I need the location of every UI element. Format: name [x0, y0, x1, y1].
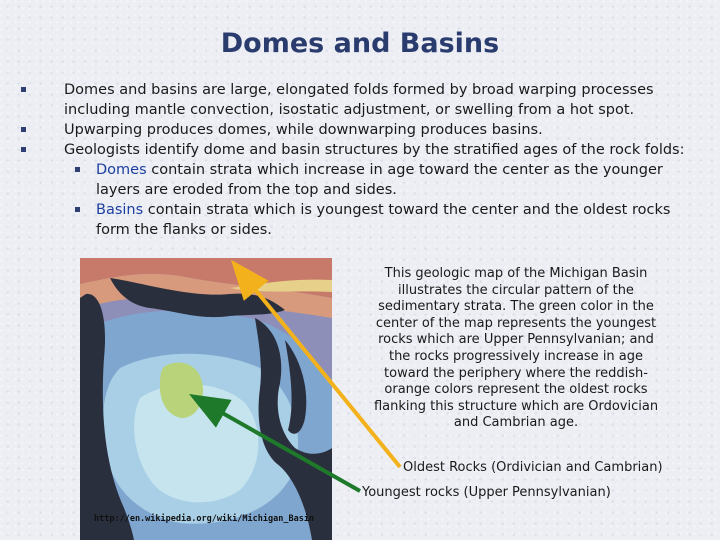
bullet-text: including mantle convection, isostatic adjustment, or swelling from a hot spot.	[64, 102, 635, 118]
caption-line: the rocks progressively increase in age	[388, 348, 644, 364]
sub-bullet-text: contain strata which increase in age toward the center as the younger	[146, 162, 663, 178]
sub-bullet-text: contain strata which is youngest toward the center and the oldest rocks	[143, 202, 671, 218]
map-caption	[357, 266, 675, 432]
term-domes: Domes	[96, 162, 147, 178]
caption-line: sedimentary strata. The green color in the	[378, 299, 654, 315]
sub-bullet-text: layers are eroded from the top and sides.	[96, 182, 397, 198]
youngest-rocks-label: Youngest rocks (Upper Pennsylvanian)	[362, 485, 611, 500]
term-basins: Basins	[96, 202, 144, 218]
bullet-text: Domes and basins are large, elongated folds formed by broad warping processes	[64, 82, 654, 98]
caption-line: toward the periphery where the reddish-	[384, 365, 648, 381]
caption-line: orange colors represent the oldest rocks	[384, 382, 648, 398]
caption-line: flanking this structure which are Ordovician	[373, 398, 659, 414]
bullet-text: Geologists identify dome and basin structures by the stratified ages of the rock folds:	[64, 142, 685, 158]
slide-title: Domes and Basins	[220, 28, 500, 59]
youngest-rocks-arrow	[196, 398, 360, 491]
sub-bullet-text: form the flanks or sides.	[96, 222, 272, 238]
caption-line: and Cambrian age.	[453, 415, 579, 431]
bullet-text: Upwarping produces domes, while downwarping produces basins.	[64, 122, 543, 138]
caption-line: rocks which are Upper Pennsylvanian; and	[378, 332, 654, 348]
caption-line: illustrates the circular pattern of the	[398, 282, 634, 298]
source-url[interactable]: http://en.wikipedia.org/wiki/Michigan_Basin	[94, 514, 315, 524]
oldest-rocks-label: Oldest Rocks (Ordivician and Cambrian)	[403, 460, 663, 475]
caption-line: This geologic map of the Michigan Basin	[384, 266, 648, 281]
caption-line: center of the map represents the youngest	[375, 315, 657, 331]
